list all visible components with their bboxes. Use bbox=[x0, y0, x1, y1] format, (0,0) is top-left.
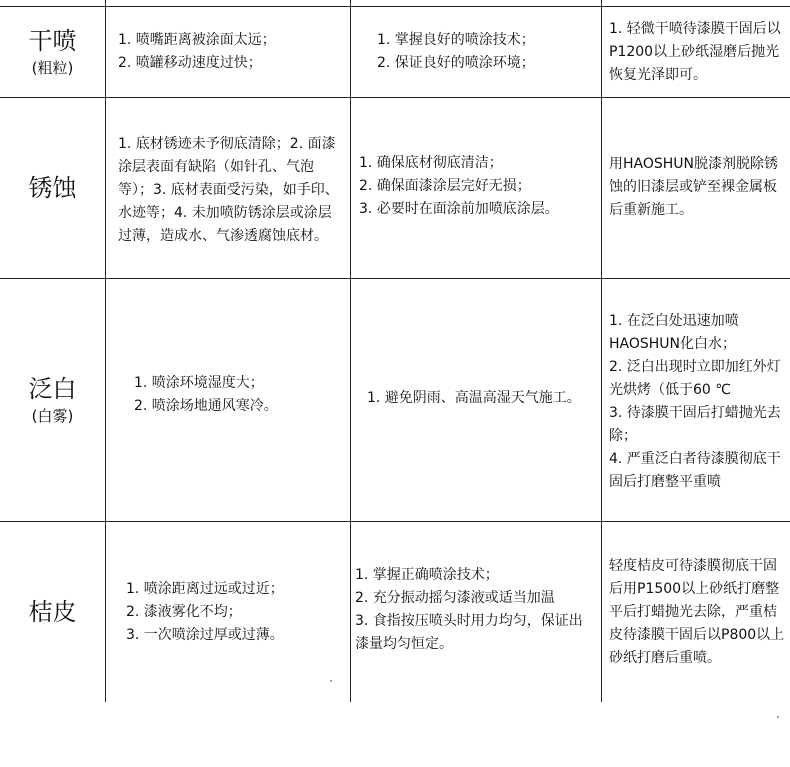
row-divider bbox=[0, 278, 790, 279]
prevention-cell: 1. 避免阴雨、高温高湿天气施工。 bbox=[367, 389, 581, 406]
defect-name: 干喷 bbox=[28, 27, 77, 55]
remedy-cell: 轻度桔皮可待漆膜彻底干固后用P1500以上砂纸打磨整平后打蜡抛光去除，严重桔皮待漆膜干固后以P800以上砂纸打磨后重喷。 bbox=[609, 557, 785, 666]
defect-name-cell bbox=[0, 279, 105, 521]
defect-name-cell bbox=[0, 98, 105, 278]
row-divider bbox=[0, 521, 790, 522]
defect-name: 锈蚀 bbox=[28, 174, 77, 202]
row-divider bbox=[0, 97, 790, 98]
remedy-cell: 1. 在泛白处迅速加喷HAOSHUN化白水； 2. 泛白出现时立即加红外灯光烘烤（低于60 ℃ 3. 待漆膜干固后打蜡抛光去除； 4. 严重泛白者待漆膜彻底干固后打磨整平重喷 bbox=[609, 313, 781, 490]
cause-cell: 1. 喷嘴距离被涂面太远； 2. 喷罐移动速度过快； bbox=[118, 32, 276, 71]
defect-name: 桔皮 bbox=[28, 598, 77, 626]
defect-name: 泛白 bbox=[28, 375, 77, 403]
defect-name-cell bbox=[0, 522, 105, 702]
prevention-cell: 1. 掌握正确喷涂技术； 2. 充分振动摇匀漆液或适当加温 3. 食指按压喷头时用力均匀，保证出漆量均匀恒定。 bbox=[355, 567, 583, 652]
defect-alias: (粗粒) bbox=[31, 59, 74, 77]
cause-cell: 1. 底材锈迹未予彻底清除；2. 面漆涂层表面有缺陷（如针孔、气泡等）；3. 底材表面受污染，如手印、水迹等；4. 未加喷防锈涂层或涂层过薄，造成水、气渗透腐蚀底材。 bbox=[118, 135, 339, 244]
prevention-cell: 1. 确保底材彻底清洁； 2. 确保面漆涂层完好无损； 3. 必要时在面涂前加喷底涂层。 bbox=[359, 154, 559, 217]
row-divider bbox=[0, 6, 790, 7]
remedy-cell: 用HAOSHUN脱漆剂脱除锈蚀的旧漆层或铲至裸金属板后重新施工。 bbox=[609, 155, 779, 218]
cause-cell: 1. 喷涂距离过远或过近； 2. 漆液雾化不均； 3. 一次喷涂过厚或过薄。 bbox=[126, 580, 284, 643]
speck bbox=[777, 716, 779, 718]
speck bbox=[330, 680, 332, 682]
defect-alias: (白雾) bbox=[31, 407, 74, 425]
remedy-cell: 1. 轻微干喷待漆膜干固后以P1200以上砂纸湿磨后抛光恢复光泽即可。 bbox=[609, 20, 781, 83]
cause-cell: 1. 喷涂环境湿度大； 2. 喷涂场地通风寒冷。 bbox=[134, 375, 278, 414]
prevention-cell: 1. 掌握良好的喷涂技术； 2. 保证良好的喷涂环境； bbox=[377, 32, 535, 71]
defect-name-cell bbox=[0, 7, 105, 97]
